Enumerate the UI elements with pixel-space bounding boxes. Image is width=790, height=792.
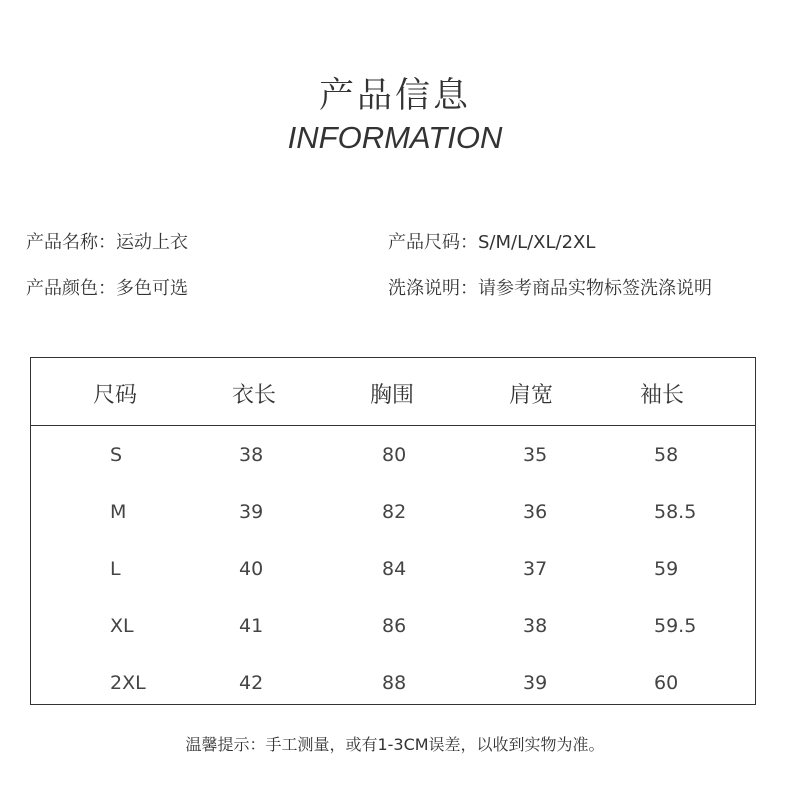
table-row (31, 493, 755, 533)
measurement-note: 温馨提示：手工测量，或有1-3CM误差，以收到实物为准。 (185, 735, 605, 754)
product-name-info (26, 228, 188, 254)
header-chest: 胸围 (370, 383, 415, 408)
page-title-cn: 产品信息 (318, 76, 471, 116)
cell-size: M (110, 501, 127, 523)
product-size-info (388, 228, 595, 254)
product-color-info (26, 274, 188, 300)
page-title-en: INFORMATION (287, 120, 503, 155)
wash-instructions-label: 洗涤说明： (388, 278, 478, 299)
cell-length: 42 (239, 672, 264, 694)
cell-sleeve: 60 (654, 672, 679, 694)
cell-chest: 84 (382, 558, 407, 580)
table-row (31, 436, 755, 476)
product-size-value: S/M/L/XL/2XL (478, 232, 596, 253)
cell-size: S (110, 444, 123, 466)
header-shoulder: 肩宽 (509, 383, 554, 408)
cell-length: 38 (239, 444, 264, 466)
cell-chest: 80 (382, 444, 407, 466)
cell-size: L (110, 558, 121, 580)
wash-instructions-info (388, 274, 712, 300)
header-sleeve: 袖长 (640, 383, 685, 408)
header-size: 尺码 (93, 383, 138, 408)
product-color-label: 产品颜色： (26, 278, 116, 299)
cell-sleeve: 58 (654, 444, 679, 466)
table-row (31, 664, 755, 704)
product-size-label: 产品尺码： (388, 232, 478, 253)
table-row (31, 607, 755, 647)
product-name-value: 运动上衣 (116, 232, 188, 253)
cell-size: 2XL (110, 672, 146, 694)
cell-sleeve: 59.5 (654, 615, 697, 637)
product-name-label: 产品名称： (26, 232, 116, 253)
size-table (30, 357, 756, 705)
cell-chest: 86 (382, 615, 407, 637)
wash-instructions-value: 请参考商品实物标签洗涤说明 (478, 278, 712, 299)
cell-length: 41 (239, 615, 264, 637)
cell-shoulder: 39 (523, 672, 548, 694)
cell-shoulder: 38 (523, 615, 548, 637)
cell-length: 40 (239, 558, 264, 580)
cell-shoulder: 37 (523, 558, 548, 580)
size-table-header (31, 358, 755, 426)
product-color-value: 多色可选 (116, 278, 188, 299)
cell-sleeve: 58.5 (654, 501, 697, 523)
cell-chest: 82 (382, 501, 407, 523)
cell-shoulder: 35 (523, 444, 548, 466)
cell-chest: 88 (382, 672, 407, 694)
header-length: 衣长 (232, 383, 277, 408)
cell-sleeve: 59 (654, 558, 679, 580)
cell-shoulder: 36 (523, 501, 548, 523)
cell-size: XL (110, 615, 134, 637)
cell-length: 39 (239, 501, 264, 523)
table-row (31, 550, 755, 590)
